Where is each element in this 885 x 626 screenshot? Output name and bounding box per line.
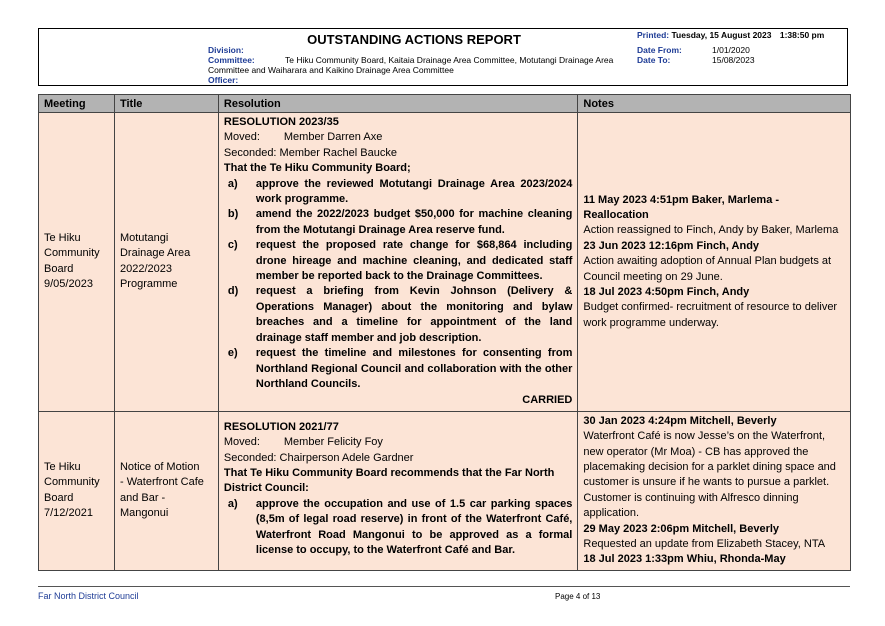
committee-label: Committee: bbox=[208, 55, 255, 65]
resolution-item bbox=[224, 207, 572, 238]
date-to-label: Date To: bbox=[637, 55, 671, 65]
header-title: Title bbox=[114, 95, 218, 113]
seconded-line: Seconded: Member Rachel Baucke bbox=[223, 146, 397, 159]
note-text: Action awaiting adoption of Annual Plan budgets at Council meeting on 29 June. bbox=[583, 255, 832, 283]
resolution-item bbox=[224, 497, 572, 559]
note-text: Budget confirmed- recruitment of resource to deliver work programme underway. bbox=[583, 301, 838, 329]
note-heading: 29 May 2023 2:06pm Mitchell, Beverly bbox=[583, 522, 780, 535]
note-heading: 18 Jul 2023 4:50pm Finch, Andy bbox=[583, 285, 750, 298]
committee-value-1: Te Hiku Community Board, Kaitaia Drainage Area Committee, Motutangi Drainage Area bbox=[285, 55, 614, 65]
footer-org: Far North District Council bbox=[38, 591, 139, 601]
meeting-cell bbox=[39, 113, 115, 412]
date-to-value: 15/08/2023 bbox=[712, 55, 755, 65]
moved-value: Member Felicity Foy bbox=[283, 436, 383, 449]
resolution-intro: That the Te Hiku Community Board; bbox=[223, 162, 411, 175]
header-resolution: Resolution bbox=[218, 95, 577, 113]
resolution-item bbox=[224, 238, 572, 284]
title-line: and Bar - bbox=[119, 491, 166, 504]
date-from-value: 1/01/2020 bbox=[712, 45, 750, 55]
resolution-item bbox=[224, 346, 572, 392]
resolution-intro: That Te Hiku Community Board recommends that the Far North District Council: bbox=[223, 466, 555, 495]
table-header-row bbox=[39, 95, 851, 113]
printed-label: Printed: bbox=[637, 30, 670, 40]
title-line: Motutangi bbox=[119, 232, 169, 245]
meeting-line: Te Hiku bbox=[44, 232, 81, 245]
title-line: 2022/2023 bbox=[119, 262, 172, 275]
seconded-line: Seconded: Chairperson Adele Gardner bbox=[223, 451, 414, 464]
item-text: approve the reviewed Motutangi Drainage Area 2023/2024 work programme. bbox=[255, 177, 573, 206]
printed-time: 1:38:50 pm bbox=[779, 30, 825, 40]
resolution-heading: RESOLUTION 2021/77 bbox=[223, 420, 339, 433]
note-heading: 30 Jan 2023 4:24pm Mitchell, Beverly bbox=[583, 414, 777, 427]
note-text: Action reassigned to Finch, Andy by Baker, Marlema bbox=[583, 224, 839, 237]
meeting-line: Community bbox=[44, 476, 100, 489]
note-text: Waterfront Café is now Jesse’s on the Waterfront, new operator (Mr Moa) - CB has approved the placemaking decision for a parklet dining space and customer is unsure if he wants to pursue a parklet. Customer is continuing with Alfresco dinning application. bbox=[583, 430, 836, 520]
meeting-date: 7/12/2021 bbox=[44, 507, 93, 520]
title-line: Notice of Motion bbox=[119, 460, 200, 473]
resolution-cell bbox=[218, 113, 577, 412]
meeting-line: Board bbox=[44, 262, 74, 275]
title-line: Programme bbox=[119, 278, 178, 291]
title-line: - Waterfront Cafe bbox=[119, 476, 204, 489]
note-text: Requested an update from Elizabeth Stacey, NTA bbox=[583, 537, 826, 550]
resolution-item bbox=[224, 284, 572, 346]
meeting-line: Community bbox=[44, 247, 100, 260]
item-letter: e) bbox=[227, 347, 238, 360]
date-from-label: Date From: bbox=[637, 45, 682, 55]
meeting-date: 9/05/2023 bbox=[44, 278, 93, 291]
table-row bbox=[39, 113, 851, 412]
report-title: OUTSTANDING ACTIONS REPORT bbox=[307, 32, 521, 47]
item-letter: a) bbox=[227, 497, 238, 510]
item-text: request the proposed rate change for $68,864 including drone hireage and machine cleaning, and dedicated staff member be reported back to the Drainage Committees. bbox=[255, 239, 573, 283]
item-text: approve the occupation and use of 1.5 car parking spaces (8,5m of legal road reserve) in front of the Waterfront Café, Waterfront Road Mangonui to be approved as a formal license to occupy, to the Waterfront Café and Bar. bbox=[255, 497, 573, 556]
resolution-item bbox=[224, 177, 572, 208]
committee-value-2: Committee and Waiharara and Kaikino Drainage Area Committee bbox=[208, 65, 454, 75]
printed-date: Tuesday, 15 August 2023 bbox=[671, 30, 772, 40]
item-letter: d) bbox=[227, 285, 239, 298]
note-heading: 11 May 2023 4:51pm Baker, Marlema - Reallocation bbox=[583, 193, 780, 221]
item-text: request a briefing from Kevin Johnson (Delivery & Operations Manager) about the monitoring and bylaw breaches and a timeline for appointment of the land drainage staff member and job description. bbox=[255, 285, 573, 344]
header-notes: Notes bbox=[578, 95, 851, 113]
resolution-cell bbox=[218, 411, 577, 570]
item-letter: c) bbox=[227, 239, 238, 252]
item-text: amend the 2022/2023 budget $50,000 for machine cleaning from the Motutangi Drainage Area reserve fund. bbox=[255, 208, 573, 236]
footer-divider bbox=[38, 586, 850, 587]
moved-value: Member Darren Axe bbox=[283, 131, 383, 144]
division-label: Division: bbox=[208, 45, 244, 55]
moved-line bbox=[224, 130, 572, 145]
item-letter: a) bbox=[227, 177, 238, 190]
printed-line bbox=[637, 30, 824, 40]
meeting-line: Board bbox=[44, 491, 74, 504]
moved-line bbox=[224, 435, 572, 450]
meeting-line: Te Hiku bbox=[44, 460, 81, 473]
notes-cell bbox=[578, 411, 851, 570]
officer-label: Officer: bbox=[208, 75, 239, 85]
item-text: request the timeline and milestones for consenting from Northland Regional Council and collaboration with the other Northland Councils. bbox=[255, 347, 573, 390]
note-heading: 18 Jul 2023 1:33pm Whiu, Rhonda-May bbox=[583, 553, 786, 566]
carried-label: CARRIED bbox=[522, 394, 573, 407]
title-line: Drainage Area bbox=[119, 247, 191, 260]
title-cell bbox=[114, 113, 218, 412]
notes-cell bbox=[578, 113, 851, 412]
moved-label: Moved: bbox=[223, 131, 260, 144]
resolution-heading: RESOLUTION 2023/35 bbox=[223, 116, 339, 128]
item-letter: b) bbox=[227, 208, 239, 221]
meeting-cell bbox=[39, 411, 115, 570]
title-cell bbox=[114, 411, 218, 570]
header-meeting: Meeting bbox=[39, 95, 115, 113]
actions-table bbox=[38, 94, 851, 571]
page-number: Page 4 of 13 bbox=[555, 592, 601, 601]
title-line: Mangonui bbox=[119, 507, 169, 520]
table-row bbox=[39, 411, 851, 570]
moved-label: Moved: bbox=[223, 436, 260, 449]
note-heading: 23 Jun 2023 12:16pm Finch, Andy bbox=[583, 239, 760, 252]
